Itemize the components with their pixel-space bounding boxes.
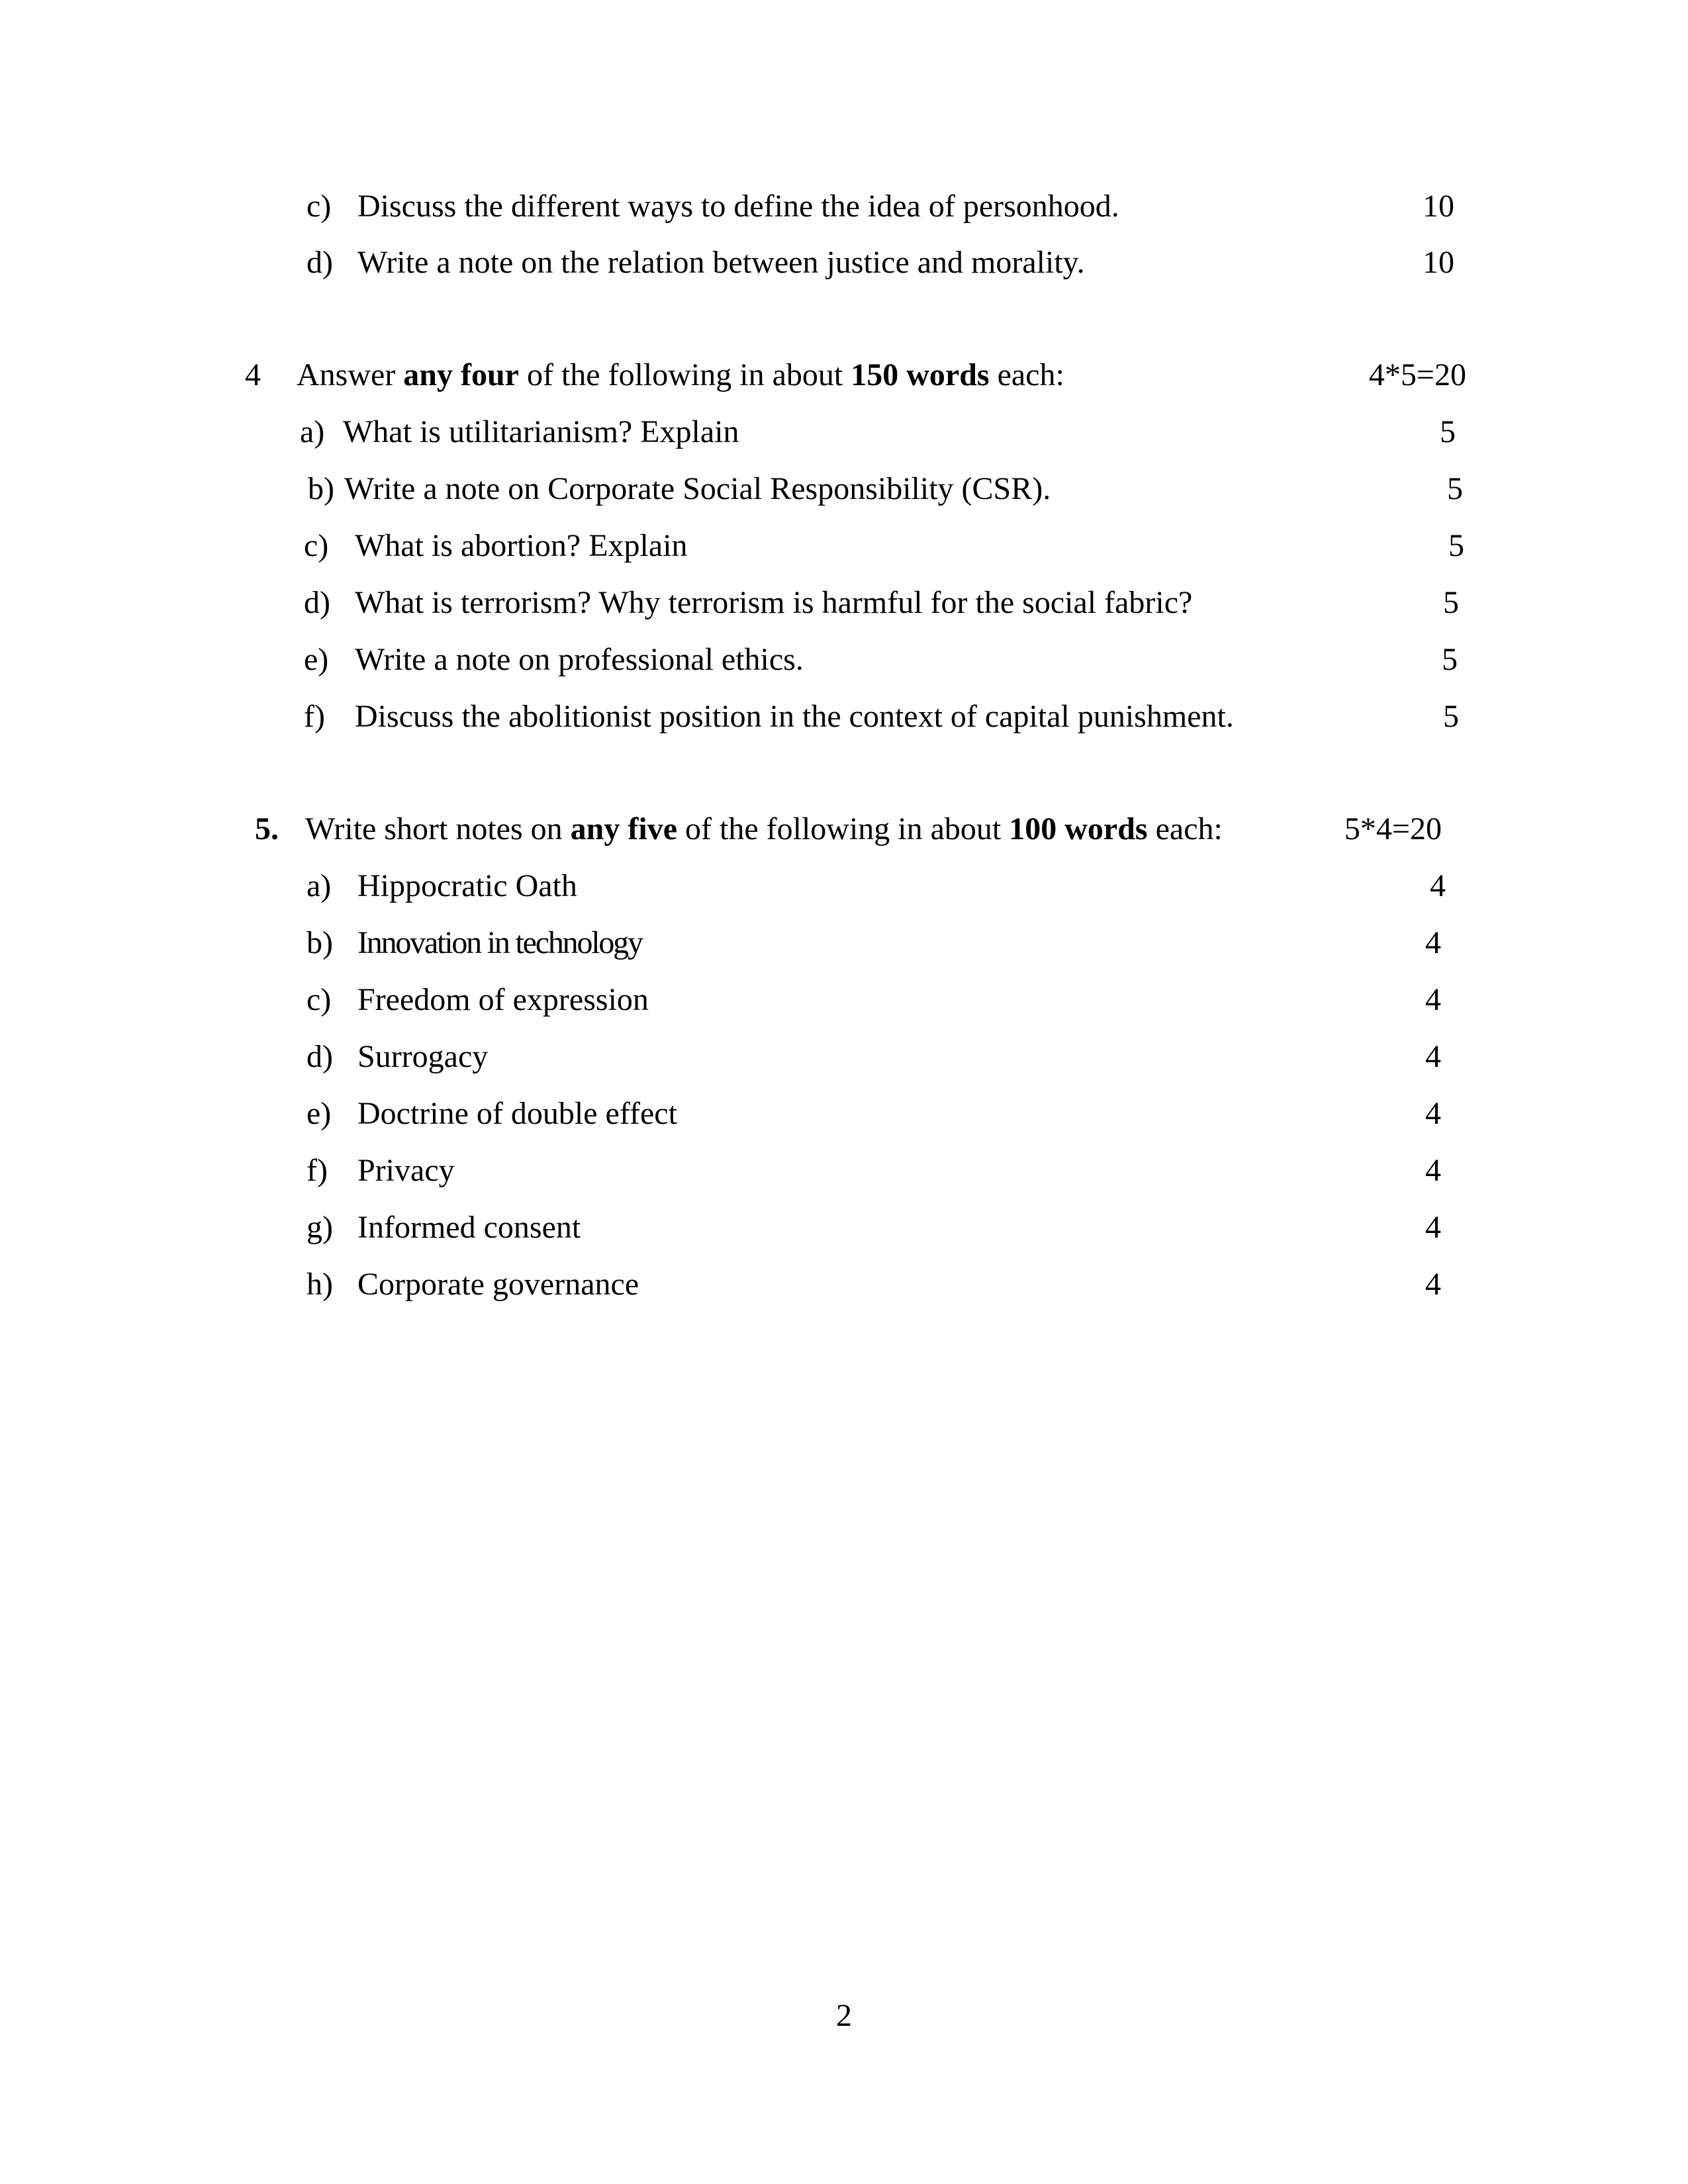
q5-item-d-label: d) (306, 1039, 333, 1074)
q5-item-g-text: Informed consent (357, 1210, 581, 1245)
q4-instr-part1: Answer (297, 357, 404, 392)
q5-item-a-text: Hippocratic Oath (357, 868, 577, 903)
q4-item-e-marks: 5 (1442, 642, 1458, 677)
q5-item-g-marks: 4 (1425, 1210, 1441, 1245)
q4-total-marks: 4*5=20 (1368, 357, 1466, 392)
q3-item-c-label: c) (306, 189, 332, 224)
q4-item-d-label: d) (304, 585, 330, 620)
q5-instruction (305, 809, 1223, 849)
q5-item-f-marks: 4 (1425, 1153, 1441, 1188)
q5-item-e-marks: 4 (1425, 1096, 1441, 1131)
q5-instr-bold1: any five (570, 811, 677, 846)
q4-item-f-text: Discuss the abolitionist position in the context of capital punishment. (355, 699, 1234, 734)
q4-number: 4 (245, 357, 261, 392)
q5-item-h-text: Corporate governance (357, 1267, 639, 1302)
q3-item-d-text: Write a note on the relation between justice and morality. (357, 245, 1085, 280)
q5-instr-part2: of the following in about (677, 811, 1009, 846)
q4-item-e-text: Write a note on professional ethics. (355, 642, 804, 677)
q4-item-b-label: b) (308, 471, 334, 506)
q3-item-d-marks: 10 (1423, 245, 1454, 280)
q5-number: 5. (255, 811, 279, 846)
q5-item-h-marks: 4 (1425, 1267, 1441, 1302)
q5-item-d-marks: 4 (1425, 1039, 1441, 1074)
q5-instr-bold2: 100 words (1009, 811, 1148, 846)
q4-item-a-text: What is utilitarianism? Explain (343, 414, 739, 449)
page-number: 2 (836, 1998, 852, 2033)
q4-instr-part3: each: (989, 357, 1064, 392)
q4-item-d-marks: 5 (1443, 585, 1459, 620)
q5-instr-part3: each: (1147, 811, 1223, 846)
q5-item-f-label: f) (306, 1153, 328, 1188)
q4-item-c-marks: 5 (1448, 528, 1464, 563)
q4-item-f-marks: 5 (1443, 699, 1459, 734)
q5-item-b-text: Innovation in technology (357, 925, 642, 960)
q5-item-a-marks: 4 (1430, 868, 1446, 903)
q4-item-e-label: e) (304, 642, 329, 677)
q4-instruction (297, 355, 1064, 395)
q5-item-a-label: a) (306, 868, 332, 903)
q4-item-a-marks: 5 (1440, 414, 1456, 449)
q4-item-b-text: Write a note on Corporate Social Responsibility (CSR). (344, 471, 1051, 506)
q5-item-d-text: Surrogacy (357, 1039, 489, 1074)
q5-item-g-label: g) (306, 1210, 333, 1245)
q4-instr-part2: of the following in about (518, 357, 851, 392)
q3-item-d-label: d) (306, 245, 333, 280)
q5-instr-part1: Write short notes on (305, 811, 571, 846)
q4-item-c-label: c) (304, 528, 329, 563)
q4-instr-bold1: any four (403, 357, 519, 392)
q5-item-b-label: b) (306, 925, 333, 960)
q4-item-d-text: What is terrorism? Why terrorism is harmful for the social fabric? (355, 585, 1193, 620)
q5-item-c-text: Freedom of expression (357, 982, 649, 1017)
q4-item-b-marks: 5 (1447, 471, 1463, 506)
q5-item-e-text: Doctrine of double effect (357, 1096, 677, 1131)
q4-item-f-label: f) (304, 699, 325, 734)
q3-item-c-text: Discuss the different ways to define the idea of personhood. (357, 189, 1119, 224)
q5-item-f-text: Privacy (357, 1153, 455, 1188)
q4-item-c-text: What is abortion? Explain (355, 528, 688, 563)
q5-item-e-label: e) (306, 1096, 332, 1131)
q3-item-c-marks: 10 (1423, 189, 1454, 224)
q5-total-marks: 5*4=20 (1344, 811, 1442, 846)
q5-item-b-marks: 4 (1425, 925, 1441, 960)
q4-instr-bold2: 150 words (851, 357, 990, 392)
q5-item-c-label: c) (306, 982, 332, 1017)
q4-item-a-label: a) (300, 414, 325, 449)
q5-item-c-marks: 4 (1425, 982, 1441, 1017)
q5-item-h-label: h) (306, 1267, 333, 1302)
